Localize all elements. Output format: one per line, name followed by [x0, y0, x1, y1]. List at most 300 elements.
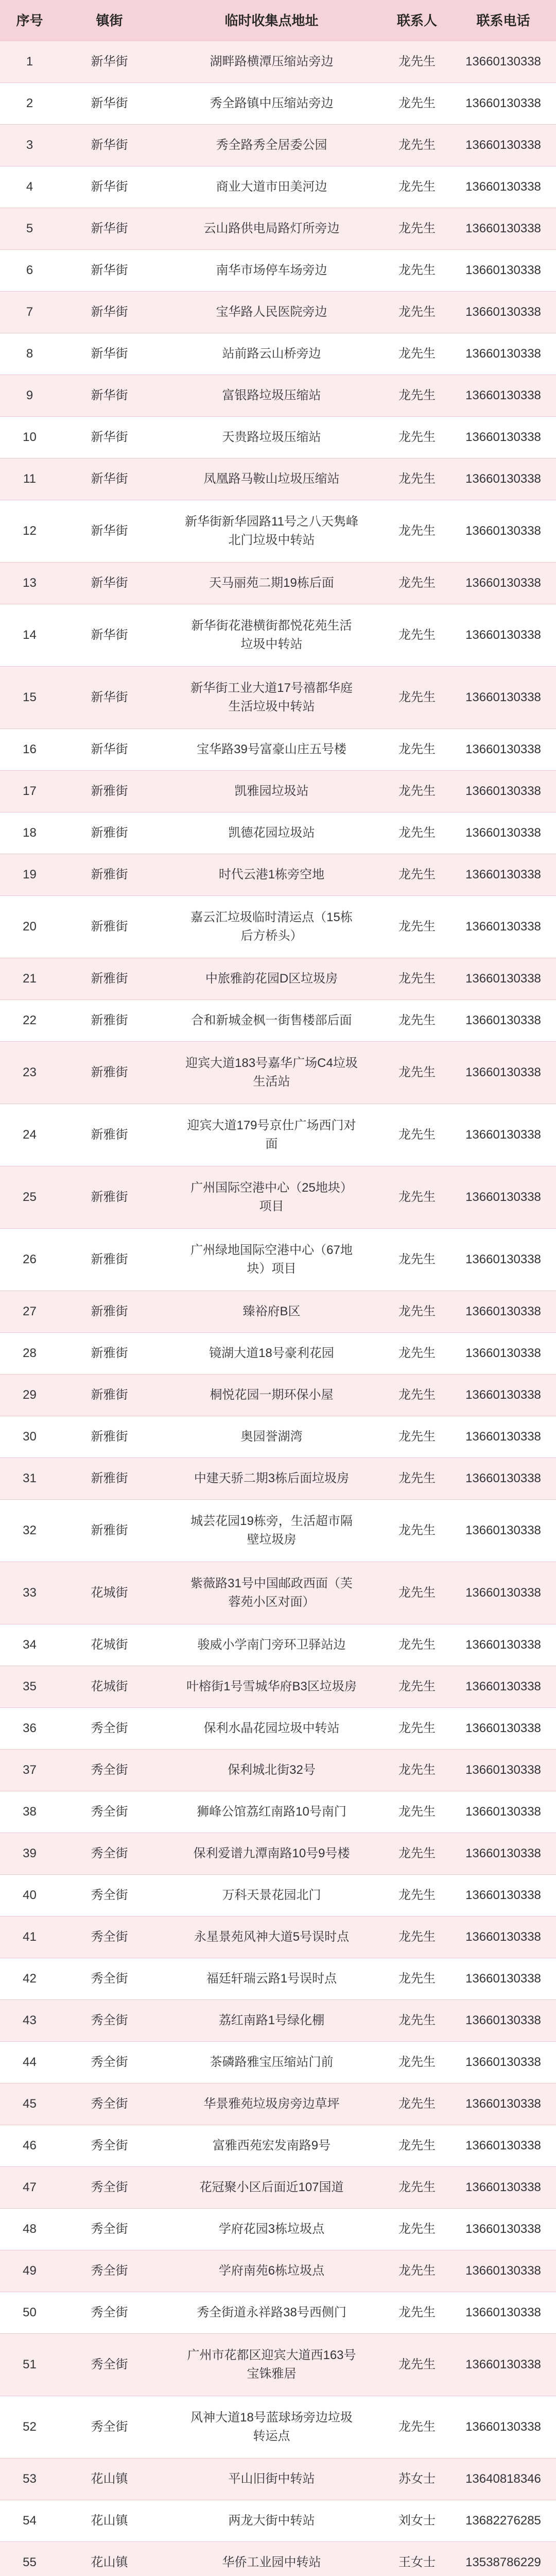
cell-phone-text: 13660130338 [465, 2306, 541, 2319]
cell-address [160, 417, 384, 458]
cell-town [59, 1791, 160, 1833]
cell-phone-text: 13660130338 [465, 1930, 541, 1944]
cell-index-text: 54 [23, 2514, 37, 2528]
cell-contact [384, 1791, 450, 1833]
cell-town [59, 166, 160, 208]
cell-town-text: 秀全街 [91, 2055, 128, 2069]
table-row [0, 1875, 556, 1917]
cell-contact-text: 龙先生 [398, 347, 436, 361]
cell-index [0, 292, 59, 333]
cell-contact-text: 龙先生 [398, 868, 436, 882]
cell-address [160, 563, 384, 604]
cell-address [160, 667, 384, 728]
cell-address-text: 风神大道18号蓝球场旁边垃圾 转运点 [190, 2411, 353, 2443]
table-row [0, 2083, 556, 2125]
cell-phone [450, 1333, 556, 1374]
cell-index [0, 459, 59, 500]
cell-index [0, 375, 59, 416]
table-row [0, 333, 556, 375]
cell-phone-text: 13660130338 [465, 1846, 541, 1860]
cell-address [160, 500, 384, 562]
table-row [0, 1750, 556, 1791]
cell-index-text: 21 [23, 972, 37, 986]
cell-phone [450, 1875, 556, 1916]
cell-town [59, 2042, 160, 2083]
cell-index-text: 5 [26, 222, 33, 235]
cell-town [59, 771, 160, 812]
cell-index-text: 38 [23, 1805, 37, 1819]
cell-contact [384, 2396, 450, 2458]
cell-contact [384, 1416, 450, 1458]
cell-contact-text: 龙先生 [398, 55, 436, 69]
cell-address [160, 2125, 384, 2166]
cell-address [160, 1458, 384, 1499]
cell-phone-text: 13660130338 [465, 1065, 541, 1079]
cell-town-text: 秀全街 [91, 1805, 128, 1819]
cell-index-text: 7 [26, 305, 33, 319]
cell-phone-text: 13660130338 [465, 430, 541, 444]
cell-index [0, 1917, 59, 1958]
cell-town-text: 新华街 [91, 55, 128, 69]
cell-address [160, 1333, 384, 1374]
table-row [0, 41, 556, 83]
cell-phone [450, 1104, 556, 1166]
cell-index-text: 41 [23, 1930, 37, 1944]
cell-contact [384, 125, 450, 166]
cell-town [59, 1229, 160, 1291]
cell-town [59, 1624, 160, 1666]
cell-contact-text: 龙先生 [398, 524, 436, 538]
cell-contact [384, 1042, 450, 1104]
cell-town [59, 1333, 160, 1374]
cell-phone-text: 13660130338 [465, 1805, 541, 1819]
cell-contact-text: 龙先生 [398, 742, 436, 756]
table-row [0, 417, 556, 459]
cell-address [160, 292, 384, 333]
cell-phone [450, 83, 556, 124]
cell-contact [384, 854, 450, 895]
cell-town [59, 2500, 160, 2541]
table-row [0, 83, 556, 125]
cell-contact [384, 771, 450, 812]
cell-index-text: 45 [23, 2097, 37, 2111]
cell-address-text: 站前路云山桥旁边 [222, 347, 321, 361]
cell-contact [384, 2500, 450, 2541]
cell-phone [450, 958, 556, 999]
cell-town [59, 854, 160, 895]
table-row [0, 1624, 556, 1666]
cell-address-text: 秀全路秀全居委公园 [216, 138, 327, 152]
cell-contact-text: 龙先生 [398, 1304, 436, 1318]
cell-phone [450, 2083, 556, 2125]
cell-index [0, 417, 59, 458]
cell-town [59, 1917, 160, 1958]
table-row [0, 1562, 556, 1624]
cell-index [0, 2167, 59, 2208]
cell-index [0, 1042, 59, 1104]
cell-phone-text: 13660130338 [465, 1763, 541, 1777]
cell-town-text: 秀全街 [91, 1888, 128, 1902]
cell-town [59, 2250, 160, 2292]
cell-town [59, 459, 160, 500]
cell-town-text: 新雅街 [91, 1190, 128, 1204]
cell-contact-text: 龙先生 [398, 1972, 436, 1986]
cell-address [160, 2459, 384, 2500]
cell-address-text: 奥园誉湖湾 [240, 1430, 303, 1444]
cell-address-text: 秀全街道永祥路38号西侧门 [197, 2306, 346, 2319]
cell-index [0, 1750, 59, 1791]
table-row [0, 1333, 556, 1375]
cell-phone [450, 208, 556, 249]
cell-town-text: 新华街 [91, 388, 128, 402]
cell-contact [384, 292, 450, 333]
cell-address [160, 2500, 384, 2541]
cell-contact-text: 龙先生 [398, 1846, 436, 1860]
cell-address [160, 604, 384, 666]
cell-town [59, 333, 160, 375]
table-row [0, 1958, 556, 2000]
cell-index [0, 1375, 59, 1416]
cell-town-text: 秀全街 [91, 1846, 128, 1860]
cell-contact [384, 2292, 450, 2333]
header-contact: 联系人 [396, 12, 437, 28]
table-row [0, 2000, 556, 2042]
cell-contact-text: 龙先生 [398, 2097, 436, 2111]
cell-address [160, 2250, 384, 2292]
cell-index [0, 1229, 59, 1291]
cell-contact [384, 2334, 450, 2396]
cell-contact [384, 208, 450, 249]
cell-contact-text: 龙先生 [398, 222, 436, 235]
cell-phone [450, 459, 556, 500]
cell-town [59, 667, 160, 728]
cell-index-text: 11 [23, 472, 36, 486]
cell-address-text: 商业大道市田美河边 [216, 180, 327, 194]
table-row [0, 1791, 556, 1833]
cell-index [0, 563, 59, 604]
cell-town [59, 958, 160, 999]
cell-phone-text: 13660130338 [465, 784, 541, 798]
cell-contact [384, 1375, 450, 1416]
table-row [0, 166, 556, 208]
cell-town [59, 896, 160, 958]
cell-town-text: 新华街 [91, 305, 128, 319]
cell-index-text: 26 [23, 1252, 37, 1266]
cell-index-text: 49 [23, 2264, 37, 2278]
table-row [0, 1458, 556, 1500]
cell-town-text: 花山镇 [91, 2514, 128, 2528]
cell-town-text: 新雅街 [91, 1304, 128, 1318]
table-row [0, 1375, 556, 1416]
cell-contact [384, 1833, 450, 1874]
cell-town [59, 1666, 160, 1707]
cell-index [0, 333, 59, 375]
table-row [0, 125, 556, 166]
cell-town [59, 1458, 160, 1499]
cell-town-text: 新雅街 [91, 1065, 128, 1079]
cell-town [59, 500, 160, 562]
cell-contact-text: 龙先生 [398, 1190, 436, 1204]
cell-index-text: 6 [26, 263, 33, 277]
cell-town [59, 208, 160, 249]
cell-phone-text: 13640818346 [465, 2472, 541, 2486]
cell-phone-text: 13660130338 [465, 524, 541, 538]
table-header [0, 0, 556, 41]
cell-address-text: 花冠聚小区后面近107国道 [199, 2180, 344, 2194]
cell-contact-text: 龙先生 [398, 1930, 436, 1944]
cell-contact [384, 958, 450, 999]
cell-town-text: 秀全街 [91, 2139, 128, 2153]
cell-index [0, 604, 59, 666]
cell-address-text: 狮峰公馆荔红南路10号南门 [197, 1805, 346, 1819]
cell-address [160, 771, 384, 812]
cell-phone-text: 13660130338 [465, 347, 541, 361]
cell-address-text: 镜湖大道18号豪利花园 [209, 1346, 334, 1360]
cell-contact-text: 龙先生 [398, 1638, 436, 1652]
table-row [0, 2542, 556, 2576]
cell-phone-text: 13660130338 [465, 1586, 541, 1600]
cell-contact-text: 龙先生 [398, 826, 436, 840]
cell-index [0, 1875, 59, 1916]
cell-contact-text: 龙先生 [398, 920, 436, 934]
cell-contact [384, 1624, 450, 1666]
cell-town-text: 新雅街 [91, 1346, 128, 1360]
cell-phone [450, 1000, 556, 1041]
cell-town [59, 729, 160, 770]
cell-address-text: 茶磷路雅宝压缩站门前 [210, 2055, 334, 2069]
cell-phone [450, 500, 556, 562]
cell-phone [450, 2125, 556, 2166]
table-row [0, 208, 556, 250]
cell-phone [450, 1291, 556, 1332]
cell-index-text: 9 [26, 388, 33, 402]
cell-address [160, 2042, 384, 2083]
cell-phone-text: 13660130338 [465, 2180, 541, 2194]
header-phone: 联系电话 [476, 12, 530, 28]
cell-address [160, 958, 384, 999]
cell-index [0, 2083, 59, 2125]
cell-town [59, 812, 160, 854]
cell-address-text: 保利城北街32号 [228, 1763, 316, 1777]
cell-index-text: 17 [23, 784, 37, 798]
cell-index [0, 41, 59, 82]
cell-address-text: 南华市场停车场旁边 [216, 263, 327, 277]
cell-phone [450, 563, 556, 604]
cell-address-text: 新华街工业大道17号禧都华庭 生活垃圾中转站 [190, 681, 353, 714]
cell-town [59, 292, 160, 333]
cell-index [0, 1333, 59, 1374]
table-row [0, 604, 556, 667]
cell-contact [384, 2209, 450, 2250]
cell-phone-text: 13660130338 [465, 972, 541, 986]
cell-index-text: 37 [23, 1763, 37, 1777]
cell-address-text: 广州市花都区迎宾大道西163号 宝铢雅居 [187, 2348, 356, 2381]
cell-phone [450, 1375, 556, 1416]
cell-address [160, 1708, 384, 1749]
cell-phone-text: 13660130338 [465, 1680, 541, 1693]
cell-phone [450, 1042, 556, 1104]
cell-contact [384, 2000, 450, 2041]
cell-phone-text: 13660130338 [465, 1388, 541, 1402]
cell-address-text: 富银路垃圾压缩站 [222, 388, 321, 402]
cell-address-text: 嘉云汇垃圾临时清运点（15栋 后方桥头） [190, 910, 353, 943]
cell-town-text: 花城街 [91, 1586, 128, 1600]
cell-address [160, 1500, 384, 1562]
cell-phone [450, 729, 556, 770]
cell-contact [384, 1333, 450, 1374]
cell-town-text: 新雅街 [91, 972, 128, 986]
cell-index-text: 55 [23, 2555, 37, 2569]
cell-phone-text: 13660130338 [465, 1252, 541, 1266]
cell-address-text: 中建天骄二期3栋后面垃圾房 [194, 1471, 350, 1485]
cell-phone [450, 854, 556, 895]
cell-town-text: 新华街 [91, 742, 128, 756]
cell-town-text: 新华街 [91, 96, 128, 110]
cell-contact [384, 417, 450, 458]
cell-address [160, 2542, 384, 2576]
cell-contact [384, 1917, 450, 1958]
cell-contact-text: 龙先生 [398, 1013, 436, 1027]
cell-contact-text: 刘女士 [398, 2514, 436, 2528]
cell-index-text: 13 [23, 576, 37, 590]
cell-index [0, 2396, 59, 2458]
cell-index-text: 10 [23, 430, 37, 444]
cell-town-text: 花城街 [91, 1680, 128, 1693]
table-row [0, 2334, 556, 2396]
cell-town [59, 1562, 160, 1624]
cell-phone [450, 771, 556, 812]
cell-address-text: 紫薇路31号中国邮政西面（芙 蓉苑小区对面） [190, 1577, 353, 1609]
cell-index-text: 52 [23, 2420, 37, 2434]
cell-town-text: 新华街 [91, 347, 128, 361]
cell-town [59, 2083, 160, 2125]
cell-contact [384, 812, 450, 854]
cell-address-text: 保利水晶花园垃圾中转站 [203, 1721, 340, 1735]
cell-contact-text: 龙先生 [398, 1065, 436, 1079]
cell-contact [384, 459, 450, 500]
cell-index [0, 1958, 59, 1999]
cell-phone [450, 2000, 556, 2041]
cell-town [59, 1104, 160, 1166]
cell-contact [384, 1875, 450, 1916]
cell-index-text: 32 [23, 1523, 37, 1537]
cell-phone [450, 1562, 556, 1624]
cell-contact-text: 龙先生 [398, 388, 436, 402]
cell-contact-text: 龙先生 [398, 1721, 436, 1735]
cell-index [0, 1416, 59, 1458]
cell-phone-text: 13660130338 [465, 2139, 541, 2153]
cell-address [160, 125, 384, 166]
table-row [0, 2396, 556, 2459]
cell-town-text: 新雅街 [91, 1388, 128, 1402]
cell-address [160, 2334, 384, 2396]
cell-town [59, 1291, 160, 1332]
cell-contact-text: 龙先生 [398, 138, 436, 152]
cell-town [59, 1750, 160, 1791]
cell-index [0, 166, 59, 208]
cell-town-text: 秀全街 [91, 2420, 128, 2434]
table-row [0, 771, 556, 812]
cell-address-text: 天马丽苑二期19栋后面 [209, 576, 334, 590]
cell-town-text: 新华街 [91, 138, 128, 152]
cell-phone-text: 13660130338 [465, 263, 541, 277]
cell-town [59, 1166, 160, 1228]
cell-address-text: 城芸花园19栋旁，生活超市隔 壁垃圾房 [190, 1514, 353, 1547]
cell-index [0, 896, 59, 958]
cell-phone [450, 1229, 556, 1291]
cell-phone-text: 13660130338 [465, 1128, 541, 1142]
table-row [0, 1229, 556, 1291]
cell-index [0, 250, 59, 291]
cell-index-text: 12 [23, 524, 37, 538]
cell-address-text: 万科天景花园北门 [222, 1888, 321, 1902]
cell-phone-text: 13660130338 [465, 2222, 541, 2236]
cell-phone-text: 13660130338 [465, 96, 541, 110]
cell-address [160, 41, 384, 82]
cell-address-text: 华景雅苑垃圾房旁边草坪 [203, 2097, 340, 2111]
cell-phone-text: 13660130338 [465, 628, 541, 642]
cell-phone [450, 1833, 556, 1874]
cell-town [59, 1000, 160, 1041]
cell-contact [384, 729, 450, 770]
cell-index [0, 729, 59, 770]
cell-contact [384, 1166, 450, 1228]
cell-address [160, 812, 384, 854]
cell-index [0, 1833, 59, 1874]
cell-contact-text: 龙先生 [398, 1888, 436, 1902]
cell-address-text: 桐悦花园一期环保小屋 [210, 1388, 334, 1402]
cell-phone-text: 13660130338 [465, 742, 541, 756]
cell-phone [450, 2396, 556, 2458]
cell-address [160, 1562, 384, 1624]
cell-index-text: 3 [26, 138, 33, 152]
cell-town-text: 新华街 [91, 472, 128, 486]
cell-phone [450, 1624, 556, 1666]
cell-address-text: 天贵路垃圾压缩站 [222, 430, 321, 444]
cell-address-text: 凯雅园垃圾站 [234, 784, 309, 798]
cell-town-text: 新华街 [91, 222, 128, 235]
cell-phone [450, 1791, 556, 1833]
table-row [0, 896, 556, 958]
cell-index [0, 2209, 59, 2250]
cell-index [0, 2042, 59, 2083]
cell-contact-text: 龙先生 [398, 972, 436, 986]
cell-address [160, 1666, 384, 1707]
cell-contact [384, 333, 450, 375]
cell-phone-text: 13660130338 [465, 1304, 541, 1318]
cell-town [59, 1375, 160, 1416]
table-row [0, 2459, 556, 2500]
cell-phone-text: 13660130338 [465, 388, 541, 402]
table-body [0, 41, 556, 2576]
cell-address-text: 永星景苑风神大道5号误时点 [194, 1930, 350, 1944]
cell-town [59, 417, 160, 458]
cell-phone-text: 13660130338 [465, 1972, 541, 1986]
cell-phone [450, 125, 556, 166]
cell-address [160, 208, 384, 249]
cell-phone-text: 13660130338 [465, 180, 541, 194]
cell-contact [384, 250, 450, 291]
cell-phone-text: 13660130338 [465, 1638, 541, 1652]
cell-phone [450, 375, 556, 416]
table-row [0, 729, 556, 771]
cell-contact [384, 166, 450, 208]
cell-address [160, 1833, 384, 1874]
table-row [0, 2250, 556, 2292]
table-row [0, 1416, 556, 1458]
cell-address [160, 1104, 384, 1166]
cell-index-text: 39 [23, 1846, 37, 1860]
